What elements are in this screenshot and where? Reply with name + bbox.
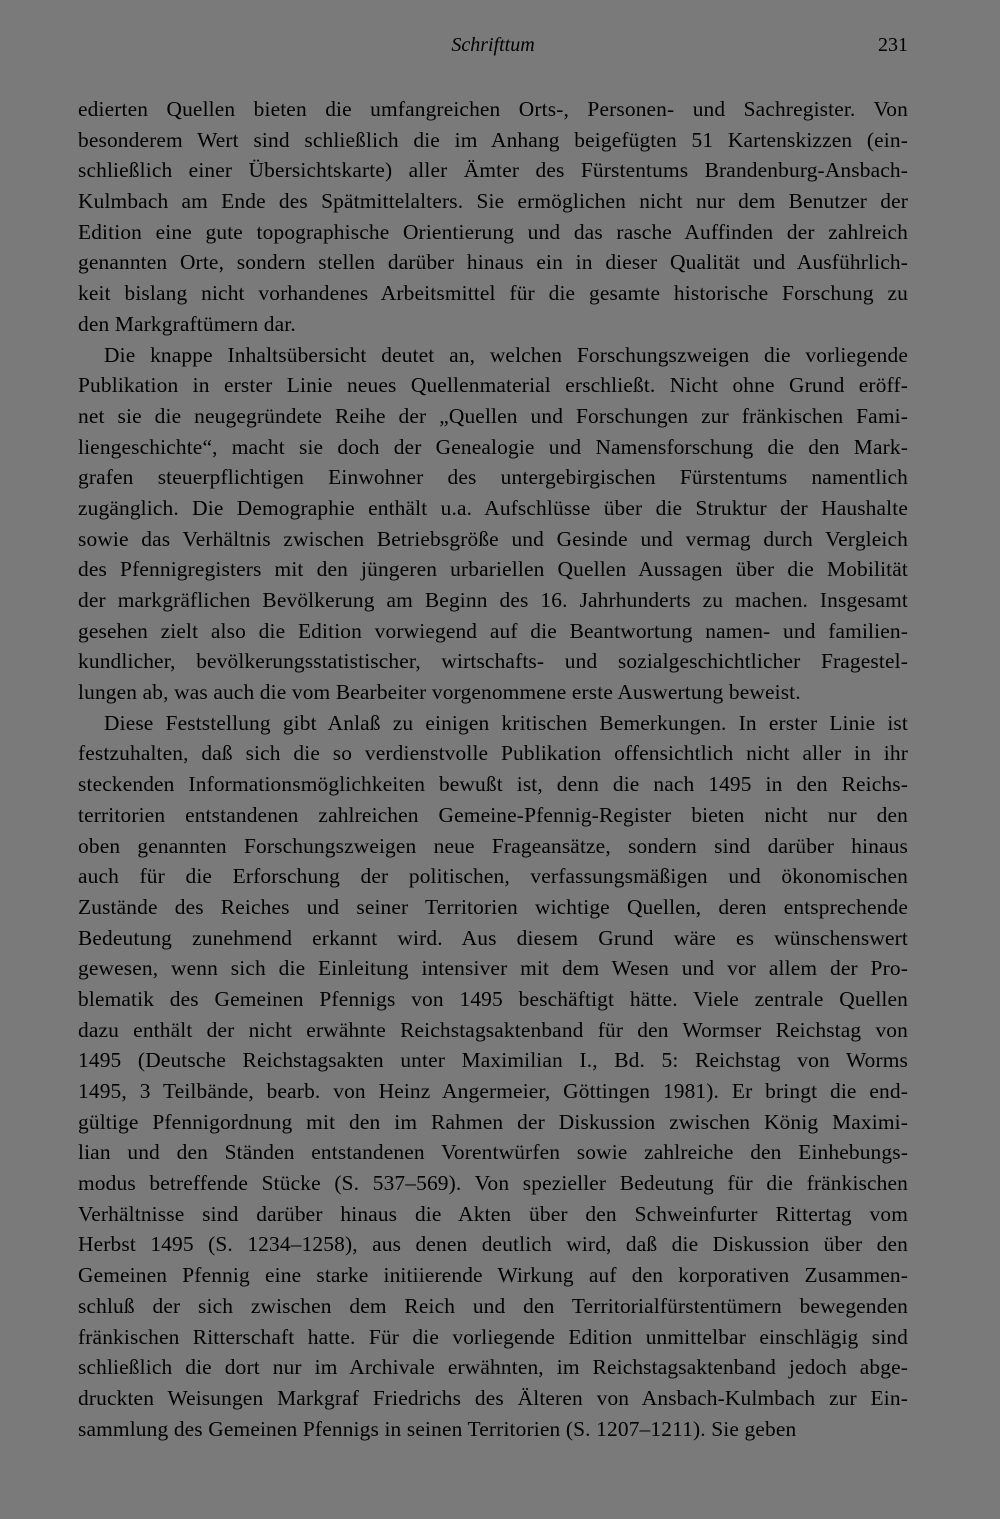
text-line: 1495, 3 Teilbände, bearb. von Heinz Angermeier, Göttingen 1981). Er bringt die end- xyxy=(78,1079,908,1103)
text-line: des Pfennigregisters mit den jüngeren urbariellen Quellen Aussagen über die Mobilität xyxy=(78,557,908,582)
page-number: 231 xyxy=(878,34,908,56)
text-line: auch für die Erforschung der politischen, verfassungsmäßigen und ökonomischen xyxy=(78,864,908,889)
text-line: schließlich die dort nur im Archivale erwähnten, im Reichstagsaktenband jedoch abge- xyxy=(78,1355,908,1380)
paragraph xyxy=(78,708,908,1445)
text-line: Gemeinen Pfennig eine starke initiierende Wirkung auf den korporativen Zusammen- xyxy=(78,1263,908,1288)
text-line: dazu enthält der nicht erwähnte Reichstagsaktenband für den Wormser Reichstag von xyxy=(78,1017,908,1042)
text-line: den Markgraftümern dar. xyxy=(78,311,296,336)
text-line: keit bislang nicht vorhandenes Arbeitsmittel für die gesamte historische Forschung zu xyxy=(78,281,908,306)
text-line: der markgräflichen Bevölkerung am Beginn des 16. Jahrhunderts zu machen. Insgesamt xyxy=(78,588,908,612)
text-line: lian und den Ständen entstandenen Vorentwürfen sowie zahlreiche den Einhebungs- xyxy=(78,1140,908,1165)
text-line: Herbst 1495 (S. 1234–1258), aus denen deutlich wird, daß die Diskussion über den xyxy=(78,1232,908,1257)
text-line: genannten Orte, sondern stellen darüber hinaus ein in dieser Qualität und Ausführlich- xyxy=(78,250,908,275)
text-line: territorien entstandenen zahlreichen Gemeine-Pfennig-Register bieten nicht nur den xyxy=(78,802,908,827)
text-line: festzuhalten, daß sich die so verdienstvolle Publikation offensichtlich nicht aller in ihr xyxy=(78,741,908,766)
text-line: Die knappe Inhaltsübersicht deutet an, welchen Forschungszweigen die vorliegende xyxy=(104,342,908,367)
text-line: grafen steuerpflichtigen Einwohner des untergebirgischen Fürstentums namentlich xyxy=(78,465,908,490)
text-line: besonderem Wert sind schließlich die im Anhang beigefügten 51 Kartenskizzen (ein- xyxy=(78,127,908,152)
paragraph xyxy=(78,340,908,708)
text-line: schließlich einer Übersichtskarte) aller Ämter des Fürstentums Brandenburg-Ansbach- xyxy=(78,158,908,183)
text-line: oben genannten Forschungszweigen neue Frageansätze, sondern sind darüber hinaus xyxy=(78,833,908,858)
paragraph xyxy=(78,94,908,340)
text-line: edierten Quellen bieten die umfangreichen Orts-, Personen- und Sachregister. Von xyxy=(78,97,908,121)
text-line: Diese Feststellung gibt Anlaß zu einigen kritischen Bemerkungen. In erster Linie ist xyxy=(104,710,908,735)
text-line: Verhältnisse sind darüber hinaus die Akten über den Schweinfurter Rittertag vom xyxy=(78,1201,908,1226)
text-line: zugänglich. Die Demographie enthält u.a. Aufschlüsse über die Struktur der Haushalte xyxy=(78,495,908,520)
text-line: blematik des Gemeinen Pfennigs von 1495 beschäftigt hätte. Viele zentrale Quellen xyxy=(78,986,908,1011)
text-line: 1495 (Deutsche Reichstagsakten unter Maximilian I., Bd. 5: Reichstag von Worms xyxy=(78,1048,908,1073)
running-head-title: Schrifttum xyxy=(451,34,535,56)
text-line: gesehen zielt also die Edition vorwiegend auf die Beantwortung namen- und familien- xyxy=(78,618,908,643)
text-line: schluß der sich zwischen dem Reich und den Territorialfürstentümern bewegenden xyxy=(78,1293,908,1318)
text-line: Zustände des Reiches und seiner Territorien wichtige Quellen, deren entsprechende xyxy=(78,894,908,919)
text-line: kundlicher, bevölkerungsstatistischer, wirtschafts- und sozialgeschichtlicher Fragestel- xyxy=(78,649,908,674)
text-line: Edition eine gute topographische Orientierung und das rasche Auffinden der zahlreich xyxy=(78,219,908,244)
text-line: druckten Weisungen Markgraf Friedrichs des Älteren von Ansbach-Kulmbach zur Ein- xyxy=(78,1385,908,1410)
text-line: lungen ab, was auch die vom Bearbeiter vorgenommene erste Auswertung beweist. xyxy=(78,680,801,705)
text-line: modus betreffende Stücke (S. 537–569). Von spezieller Bedeutung für die fränkischen xyxy=(78,1171,908,1196)
running-head xyxy=(78,30,908,60)
text-line: gewesen, wenn sich die Einleitung intensiver mit dem Wesen und vor allem der Pro- xyxy=(78,956,908,981)
body-text xyxy=(78,94,908,1444)
text-line: Publikation in erster Linie neues Quellenmaterial erschließt. Nicht ohne Grund eröff- xyxy=(78,373,908,398)
text-line: Bedeutung zunehmend erkannt wird. Aus diesem Grund wäre es wünschenswert xyxy=(78,925,908,950)
text-line: liengeschichte“, macht sie doch der Genealogie und Namensforschung die den Mark- xyxy=(78,434,908,459)
text-line: sowie das Verhältnis zwischen Betriebsgröße und Gesinde und vermag durch Vergleich xyxy=(78,526,908,551)
text-line: gültige Pfennigordnung mit den im Rahmen der Diskussion zwischen König Maximi- xyxy=(78,1109,908,1134)
text-line: fränkischen Ritterschaft hatte. Für die vorliegende Edition unmittelbar einschlägig sind xyxy=(78,1324,908,1349)
text-line: steckenden Informationsmöglichkeiten bewußt ist, denn die nach 1495 in den Reichs- xyxy=(78,772,908,797)
text-line: sammlung des Gemeinen Pfennigs in seinen Territorien (S. 1207–1211). Sie geben xyxy=(78,1416,797,1441)
text-line: Kulmbach am Ende des Spätmittelalters. Sie ermöglichen nicht nur dem Benutzer der xyxy=(78,189,908,214)
text-line: net sie die neugegründete Reihe der „Quellen und Forschungen zur fränkischen Fami- xyxy=(78,403,908,428)
